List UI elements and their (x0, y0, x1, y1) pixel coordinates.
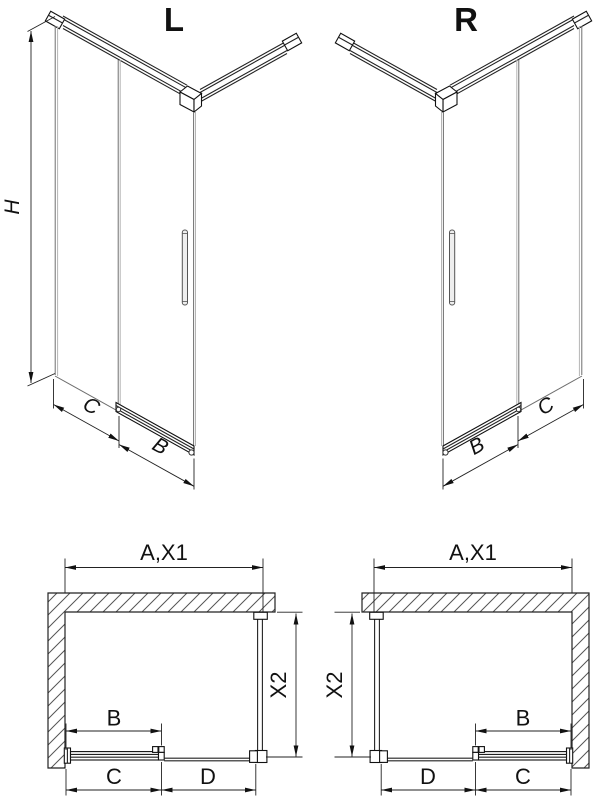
sliding-door-assembly (380, 747, 573, 764)
dimension-x2-label: X2 (322, 671, 347, 699)
dimension-b-label: B (465, 432, 489, 460)
dimension-a-x1-label: A,X1 (140, 540, 188, 565)
dimension-c-label: C (106, 764, 122, 789)
variant-label-left: L (163, 1, 185, 38)
dimension-x2-label: X2 (266, 671, 291, 699)
dimension-c-d-plan (381, 762, 571, 796)
plan-view-left (48, 540, 303, 796)
dimension-x2 (322, 612, 371, 757)
dimension-c-label: C (78, 392, 104, 421)
dimension-b-plan (66, 706, 162, 751)
side-panel (370, 612, 384, 763)
sliding-door-assembly (64, 747, 257, 764)
dimension-b-label: B (148, 432, 172, 460)
dimension-d-label: D (420, 764, 436, 789)
dimension-x2 (266, 612, 303, 757)
dimension-c-label: C (515, 764, 531, 789)
dimension-c-label: C (533, 392, 559, 421)
dimension-a-x1-label: A,X1 (449, 540, 497, 565)
dimension-c-d-plan (66, 762, 256, 796)
plan-view-right (322, 540, 589, 796)
dimension-b-plan (476, 706, 572, 751)
variant-label-right: R (454, 1, 478, 38)
dimension-h (1, 17, 55, 387)
dimension-b-label: B (106, 705, 122, 731)
iso-view-right (335, 1, 591, 490)
dimension-b-label: B (515, 705, 531, 731)
iso-view-left (1, 1, 302, 490)
dimension-h-label: H (1, 199, 24, 215)
dimension-d-label: D (200, 764, 216, 789)
